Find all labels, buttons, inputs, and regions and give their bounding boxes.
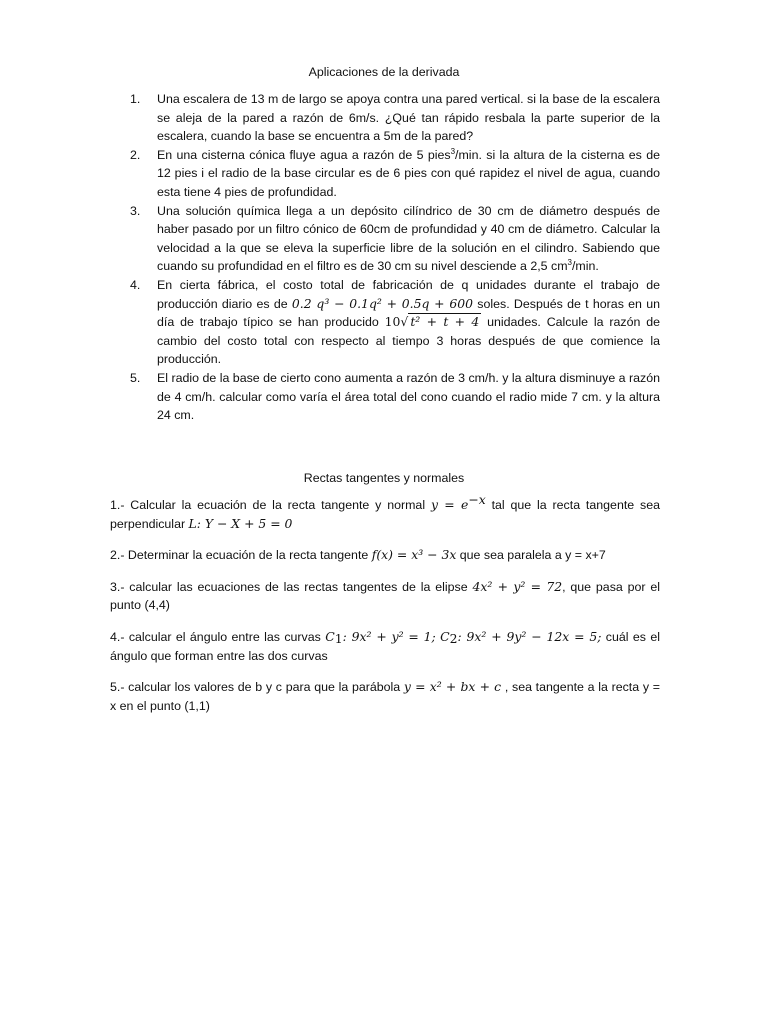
item-text <box>157 276 660 369</box>
problem-paragraph <box>110 546 660 565</box>
production-formula <box>385 315 482 329</box>
math-formula: : 9x² + 9y² − 12x = 5; <box>457 628 602 644</box>
item-text <box>157 146 660 202</box>
curve-label: C <box>440 628 450 644</box>
unit-exponent: 3 <box>450 146 456 156</box>
problem-paragraph <box>110 578 660 615</box>
section-title-tangent-normal-lines: Rectas tangentes y normales <box>303 471 465 485</box>
math-formula: 4x² + y² = 72 <box>472 578 563 594</box>
text-part: 5.- calcular los valores de b y c para que la parábola <box>110 680 404 695</box>
text-part: , sea tangente a la recta y = x en el punto (1,1) <box>110 680 660 713</box>
problem-paragraph <box>110 492 660 533</box>
math-formula: y = e <box>430 497 469 512</box>
text-part: /min. si la altura de la cisterna es de 12 pies i el radio de la base circular es de 6 pies con qué rapidez el nivel de agua, cuando esta tiene 4 pies de profundidad. <box>157 147 660 199</box>
math-exponent: −x <box>468 492 486 507</box>
item-text: El radio de la base de cierto cono aumenta a razón de 3 cm/h. y la altura disminuye a razón de 4 cm/h. calcular como varía el área total del cono cuando el radio mide 7 cm. y la altura 24 cm. <box>157 370 660 423</box>
item-number: 2. <box>130 147 141 162</box>
text-part: unidades. Calcule la razón de cambio del costo total con respecto al tiempo 3 horas después de que comience la producción. <box>157 315 660 367</box>
problem-paragraph <box>110 678 660 715</box>
text-part: tal que la recta tangente sea perpendicular <box>110 498 660 531</box>
coefficient: 10 <box>384 314 401 330</box>
list-item <box>130 369 660 425</box>
item-text <box>157 202 660 276</box>
text-part: /min. <box>571 259 599 274</box>
item-number: 5. <box>130 370 141 385</box>
text-part: En cierta fábrica, el costo total de fabricación de q unidades durante el trabajo de producción diario es de <box>157 277 660 311</box>
tangent-problem-list <box>110 492 661 728</box>
math-formula: f(x) = x³ − 3x <box>371 547 457 563</box>
item-number: 1. <box>130 92 141 106</box>
problem-paragraph <box>110 628 660 665</box>
math-formula: : 9x² + y² = 1; <box>342 628 436 644</box>
math-formula: y = x² + bx + c <box>403 679 502 695</box>
item-number: 4. <box>130 277 141 292</box>
text-part: cuál es el ángulo que forman entre las dos curvas <box>110 629 660 663</box>
text-part: Una solución química llega a un depósito cilíndrico de 30 cm de diámetro después de haber pasado por un filtro cónico de 60cm de profundidad y 40 cm de diámetro. Calcular la velocidad a la que se eleva la superficie libre de la solución en el cilindro. Sabiendo que cuando su profundidad en el filtro es de 30 cm su nivel desciende a 2,5 cm <box>157 203 660 274</box>
curve-subscript: 1 <box>334 630 343 646</box>
list-item <box>130 202 660 276</box>
list-item <box>130 276 660 369</box>
text-part: soles. Después de t horas en un día de trabajo típico se han producido <box>157 296 661 330</box>
applications-problem-list <box>130 90 660 425</box>
text-part: 1.- Calcular la ecuación de la recta tangente y normal <box>110 498 431 512</box>
text-part: , que pasa por el punto (4,4) <box>110 579 661 613</box>
radicand: t² + t + 4 <box>410 314 480 330</box>
text-part: En una cisterna cónica fluye agua a razón de 5 pies <box>157 147 451 162</box>
sqrt-symbol: √ <box>400 314 409 330</box>
text-part: 4.- calcular el ángulo entre las curvas <box>110 629 326 644</box>
text-part: 2.- Determinar la ecuación de la recta tangente <box>110 548 372 563</box>
list-item <box>130 146 660 202</box>
math-formula: L: Y − X + 5 = 0 <box>188 515 293 531</box>
unit-exponent: 3 <box>567 258 572 268</box>
item-text: Una escalera de 13 m de largo se apoya contra una pared vertical. si la base de la escalera se aleja de la pared a razón de 6m/s. ¿Qué tan rápido resbala la parte superior de la escalera, cuando la base se encuentra a 5m de la pared? <box>157 92 660 144</box>
curve-label: C <box>325 628 335 644</box>
text-part: 3.- calcular las ecuaciones de las rectas tangentes de la elipse <box>110 579 473 594</box>
text-part: que sea paralela a y = x+7 <box>456 548 606 563</box>
cost-formula: 0.2 q³ − 0.1q² + 0.5q + 600 <box>291 295 473 311</box>
item-number: 3. <box>130 203 141 218</box>
curve-subscript: 2 <box>449 630 458 646</box>
list-item <box>130 90 660 146</box>
section-title-derivative-applications: Aplicaciones de la derivada <box>308 65 460 79</box>
